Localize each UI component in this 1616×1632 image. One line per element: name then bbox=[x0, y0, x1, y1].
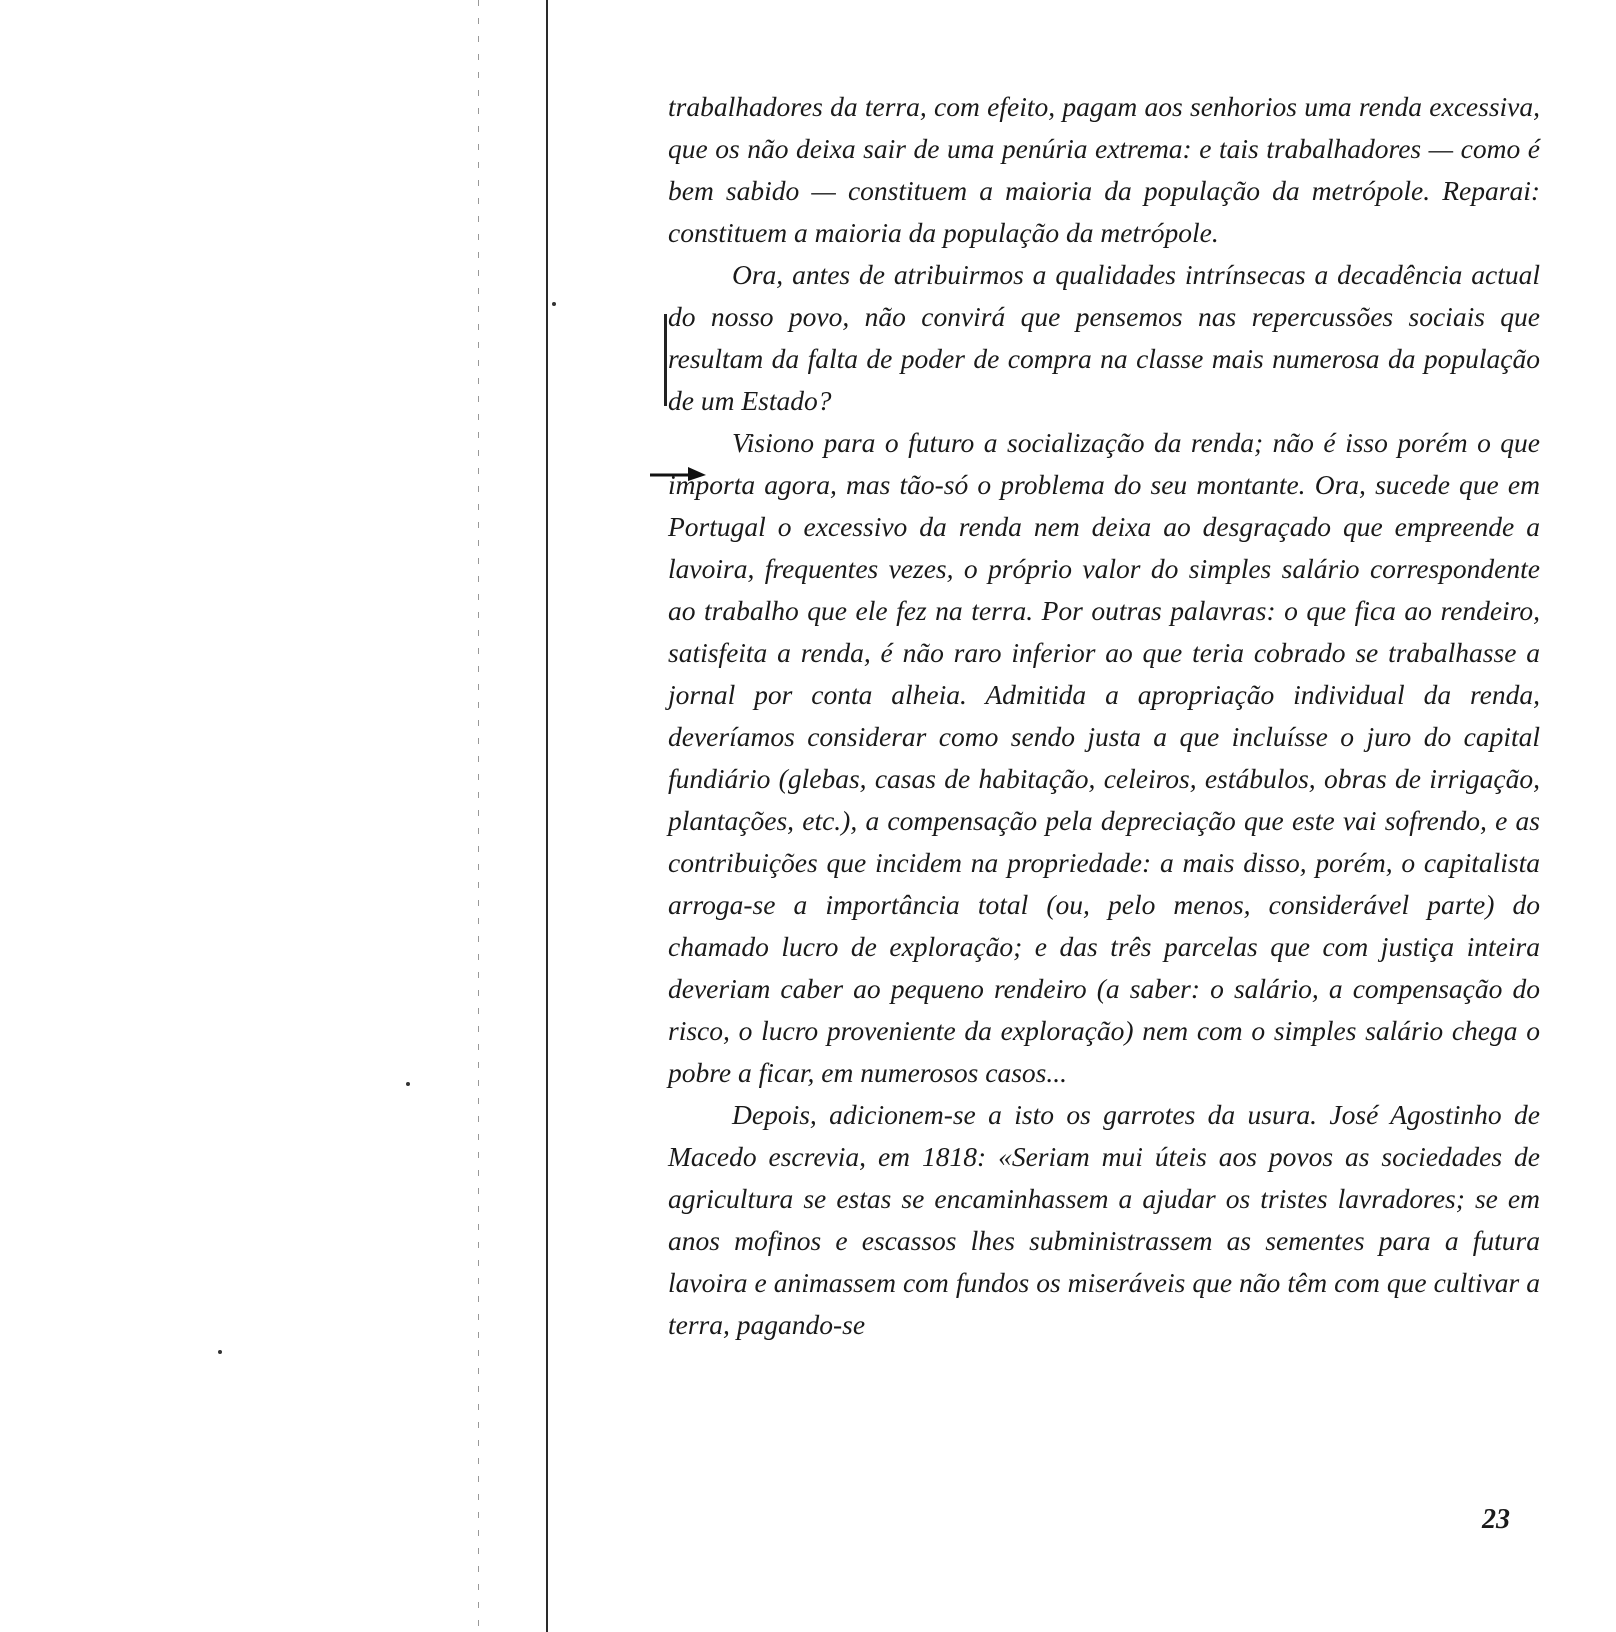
scan-speck bbox=[552, 302, 556, 306]
scan-speck bbox=[406, 1082, 410, 1086]
paragraph: Visiono para o futuro a socialização da renda; não é isso porém o que importa agora, mas tão-só o problema do seu montante. Ora, sucede que em Portugal o excessivo da renda nem deixa ao desgraçado que empreende a lavoira, frequentes vezes, o próprio valor do simples salário correspondente ao trabalho que ele fez na terra. Por outras palavras: o que fica ao rendeiro, satisfeita a renda, é não raro inferior ao que teria cobrado se trabalhasse a jornal por conta alheia. Admitida a apropriação individual da renda, deveríamos considerar como sendo justa a que incluísse o juro do capital fundiário (glebas, casas de habitação, celeiros, estábulos, obras de irrigação, plantações, etc.), a compensação pela depreciação que este vai sofrendo, e as contribuições que incidem na propriedade: a mais disso, porém, o capitalista arroga-se a importância total (ou, pelo menos, considerável parte) do chamado lucro de exploração; e das três parcelas que com justiça inteira deveriam caber ao pequeno rendeiro (a saber: o salário, a compensação do risco, o lucro proveniente da exploração) nem com o simples salário chega o pobre a ficar, em numerosos casos... bbox=[668, 427, 1540, 1088]
paragraph: Ora, antes de atribuirmos a qualidades intrínsecas a decadência actual do nosso povo, não convirá que pensemos nas repercussões sociais que resultam da falta de poder de compra na classe mais numerosa da população de um Estado? bbox=[668, 259, 1540, 416]
page-number: 23 bbox=[1482, 1504, 1510, 1535]
binding-shadow-line bbox=[478, 0, 479, 1632]
body-text bbox=[668, 86, 1540, 1346]
paragraph: Depois, adicionem-se a isto os garrotes da usura. José Agostinho de Macedo escrevia, em 1818: «Seriam mui úteis aos povos as sociedades de agricultura se estas se encaminhassem a ajudar os tristes lavradores; se em anos mofinos e escassos lhes subministrassem as sementes para a futura lavoira e animassem com fundos os miseráveis que não têm com que cultivar a terra, pagando-se bbox=[668, 1099, 1540, 1340]
binding-edge-line bbox=[546, 0, 548, 1632]
margin-mark-bar bbox=[664, 314, 667, 406]
scan-speck bbox=[218, 1350, 222, 1354]
paragraph: trabalhadores da terra, com efeito, pagam aos senhorios uma renda excessiva, que os não deixa sair de uma penúria extrema: e tais trabalhadores — como é bem sabido — constituem a maioria da população da metrópole. Reparai: constituem a maioria da população da metrópole. bbox=[668, 91, 1540, 248]
